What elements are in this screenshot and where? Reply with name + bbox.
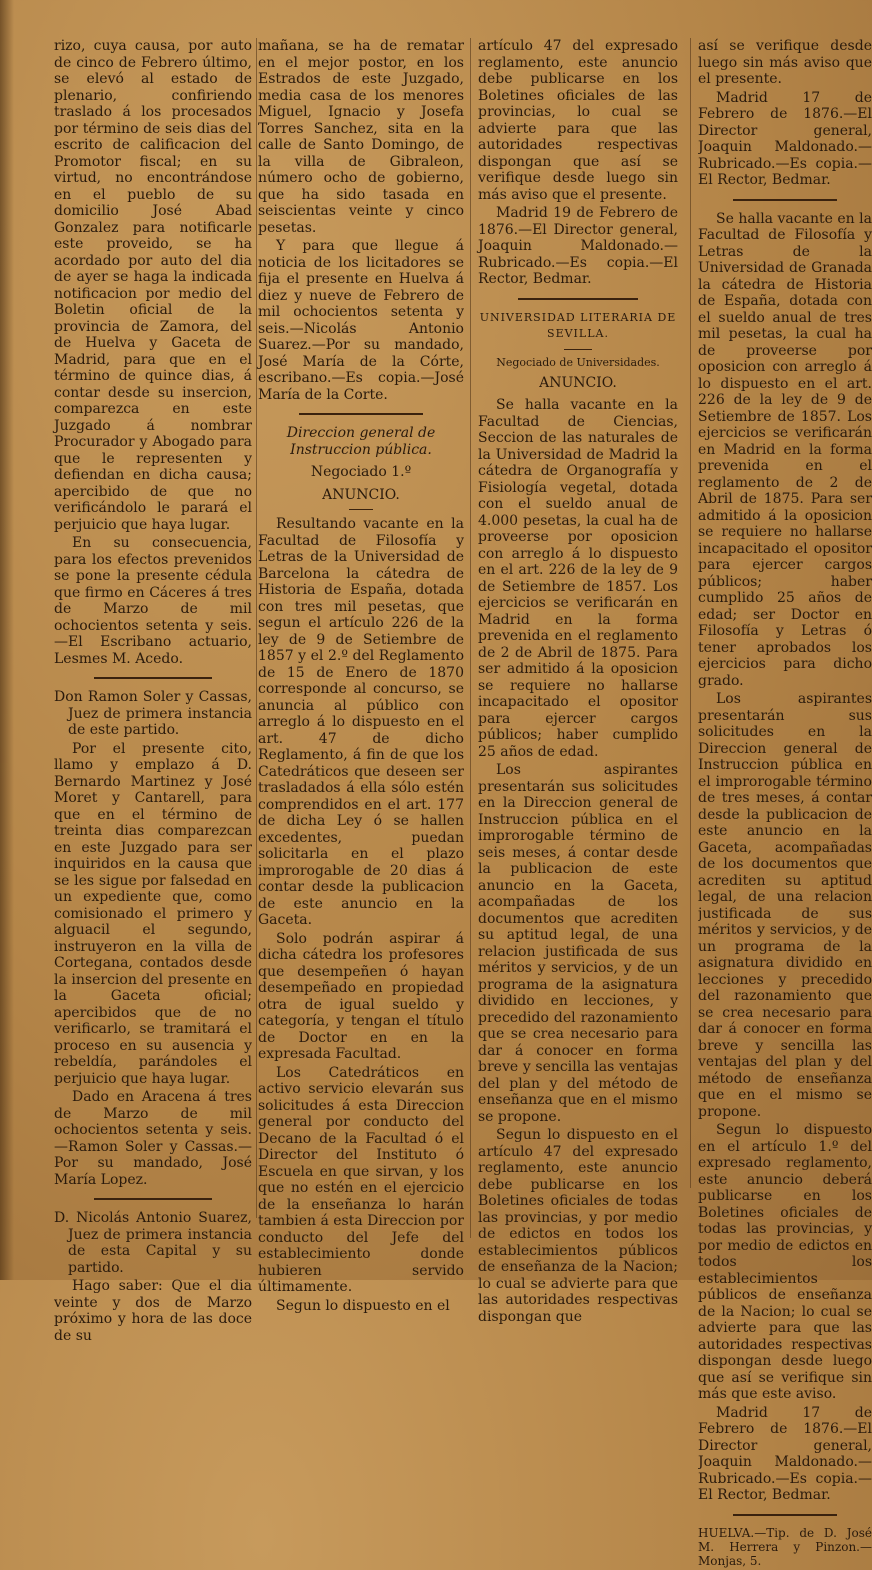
column-3 bbox=[478, 38, 678, 1327]
paragraph: Se halla vacante en la Facultad de Filosofía y Letras de la Universidad de Granada la cátedra de Historia de España, dotada con el sueldo anual de tres mil pesetas, la cual ha de proveerse por oposicion con arreglo á lo dispuesto en el art. 226 de la ley de 9 de Setiembre de 1857. Los ejercicios se verificarán en Madrid en la forma prevenida en el reglamento de 2 de Abril de 1875. Para ser admitido á la oposicion se requiere no hallarse incapacitado el opositor para ejercer cargos públicos; haber cumplido 25 años de edad; ser Doctor en Filosofía y Letras ó tener aprobados los ejercicios para dicho grado. bbox=[698, 210, 872, 689]
column-4 bbox=[698, 38, 872, 1570]
paragraph: mañana, se ha de rematar en el mejor postor, en los Estrados de este Juzgado, media casa de los menores Miguel, Ignacio y Josefa Torres Sanchez, sita en la calle de Santo Domingo, de la villa de Gibraleon, número ocho de gobierno, que ha sido tasada en seiscientas veinte y cinco pesetas. bbox=[258, 38, 464, 236]
printer-imprint: HUELVA.—Tip. de D. José M. Herrera y Pinzon.—Monjas, 5. bbox=[698, 1525, 872, 1568]
notice-title: ANUNCIO. bbox=[539, 374, 617, 391]
column-rule bbox=[690, 38, 691, 1188]
paragraph: Madrid 17 de Febrero de 1876.—El Director general, Joaquin Maldonado.—Rubricado.—Es copia.—El Rector, Bedmar. bbox=[698, 89, 872, 188]
section-heading: Direccion general de Instruccion pública. bbox=[286, 425, 436, 458]
paragraph: Los Catedráticos en activo servicio elevarán sus solicitudes á esta Direccion general por conducto del Decano de la Facultad ó el Director del Instituto ó Escuela en que sirvan, y los que no estén en el ejercicio de la enseñanza lo harán tambien á esta Direccion por conducto del Jefe del establecimiento donde hubieren servido últimamente. bbox=[258, 1064, 464, 1295]
paragraph: artículo 47 del expresado reglamento, este anuncio debe publicarse en los Boletines oficiales de las provincias, lo cual se advierte para que las autoridades respectivas dispongan que así se verifique desde luego sin más aviso que el presente. bbox=[478, 38, 678, 203]
section-divider bbox=[733, 1514, 837, 1516]
section-divider bbox=[564, 349, 592, 350]
section-divider bbox=[733, 199, 837, 201]
paragraph: Hago saber: Que el dia veinte y dos de Marzo próximo y hora de las doce de su bbox=[54, 1278, 252, 1344]
paragraph: Segun lo dispuesto en el bbox=[276, 1297, 450, 1314]
paragraph: Segun lo dispuesto en el artículo 1.º del expresado reglamento, este anuncio deberá publicarse en los Boletines oficiales de todas las provincias, y por medio de edictos en todos los establecimientos públicos de enseñanza de la Nacion; lo cual se advierte para que las autoridades respectivas dispongan desde luego que así se verifique sin más que este aviso. bbox=[698, 1122, 872, 1402]
paragraph: En su consecuencia, para los efectos prevenidos se pone la presente cédula que firmo en Cáceres á tres de Marzo de mil ochocientos setenta y seis. —El Escribano actuario, Lesmes M. Acedo. bbox=[54, 535, 252, 667]
column-rule bbox=[470, 38, 471, 1238]
section-heading: UNIVERSIDAD LITERARIA DE SEVILLA. bbox=[479, 310, 677, 340]
column-rule bbox=[256, 38, 257, 1218]
paragraph: así se verifique desde luego sin más aviso que el presente. bbox=[698, 38, 872, 87]
paragraph: Madrid 19 de Febrero de 1876.—El Director general, Joaquin Maldonado.—Rubricado.—Es copia.—El Rector, Bedmar. bbox=[478, 205, 678, 287]
paragraph: Madrid 17 de Febrero de 1876.—El Director general, Joaquin Maldonado.—Rubricado.—Es copia.—El Rector, Bedmar. bbox=[698, 1404, 872, 1503]
paragraph: Segun lo dispuesto en el artículo 47 del expresado reglamento, este anuncio debe publicarse en los Boletines oficiales de todas las provincias, y por medio de edictos en todos los establecimientos públicos de enseñanza de la Nacion; lo cual se advierte para que las autoridades respectivas dispongan que bbox=[478, 1127, 678, 1325]
section-divider bbox=[94, 677, 213, 679]
paragraph: Dado en Aracena á tres de Marzo de mil ochocientos setenta y seis.—Ramon Soler y Cassas.—Por su mandado, José María Lopez. bbox=[54, 1089, 252, 1188]
paragraph: Los aspirantes presentarán sus solicitudes en la Direccion general de Instruccion pública en el improrogable término de seis meses, á contar desde la publicacion de este anuncio en la Gaceta, acompañadas de los documentos que acrediten su aptitud legal, de una relacion justificada de sus méritos y servicios, y de un programa de la asignatura dividido en lecciones, y precedido del razonamiento que se crea necesario para dar á conocer en forma breve y sencilla las ventajas del plan y del método de enseñanza que en el mismo se propone. bbox=[478, 762, 678, 1125]
heading-notice: Don Ramon Soler y Cassas, Juez de primera instancia de este partido. bbox=[54, 689, 252, 738]
paragraph: Se halla vacante en la Facultad de Ciencias, Seccion de las naturales de la Universidad de Madrid la cátedra de Organografía y Fisiología vegetal, dotada con el sueldo anual de 4.000 pesetas, la cual ha de proveerse por oposicion con arreglo á lo dispuesto en el art. 226 de la ley de 9 de Setiembre de 1857. Los ejercicios se verificarán en Madrid en la forma prevenida en el reglamento de 2 de Abril de 1875. Para ser admitido á la oposicion se requiere no hallarse incapacitado el opositor para ejercer cargos públicos; haber cumplido 25 años de edad. bbox=[478, 397, 678, 760]
column-1 bbox=[54, 38, 252, 1346]
subheading: Negociado 1.º bbox=[310, 464, 412, 480]
paragraph: rizo, cuya causa, por auto de cinco de Febrero último, se elevó al estado de plenario, confiriendo traslado á los procesados por término de seis dias del escrito de calificacion del Promotor fiscal; en su virtud, no encontrándose en el pueblo de su domicilio José Abad Gonzalez para notificarle este proveido, se ha acordado por auto del dia de ayer se haga la indicada notificacion por medio del Boletin oficial de la provincia de Zamora, del de Huelva y Gaceta de Madrid, para que en el término de quince dias, á contar desde su insercion, comparezca en este Juzgado á nombrar Procurador y Abogado para que le representen y defiendan en dicha causa; apercibido de que no verificándolo le parará el perjuicio que haya lugar. bbox=[54, 38, 252, 533]
page-edge-shadow bbox=[0, 0, 14, 1280]
column-2 bbox=[258, 38, 464, 1316]
paragraph: Los aspirantes presentarán sus solicitudes en la Direccion general de Instruccion pública en el improrogable término de tres meses, á contar desde la publicacion de este anuncio en la Gaceta, acompañadas de los documentos que acrediten su aptitud legal, de una relacion justificada de sus méritos y servicios, y de un programa de la asignatura dividido en lecciones y precedido del razonamiento que se crea necesario para dar á conocer en forma breve y sencilla las ventajas del plan y del método de enseñanza que en el mismo se propone. bbox=[698, 691, 872, 1120]
paragraph: Por el presente cito, llamo y emplazo á D. Bernardo Martinez y José Moret y Cantarell, para que en el término de treinta dias comparezcan en este Juzgado para ser inquiridos en la causa que se les sigue por falsedad en un expediente que, como comisionado el primero y alguacil el segundo, instruyeron en la villa de Cortegana, contados desde la insercion del presente en la Gaceta oficial; apercibidos que de no verificarlo, se tramitará el proceso en su ausencia y rebeldía, parándoles el perjuicio que haya lugar. bbox=[54, 740, 252, 1087]
section-divider bbox=[299, 413, 423, 415]
subheading: Negociado de Universidades. bbox=[496, 355, 660, 369]
paragraph: Y para que llegue á noticia de los licitadores se fija el presente en Huelva á diez y nueve de Febrero de mil ochocientos setenta y seis.—Nicolás Antonio Suarez.—Por su mandado, José María de la Córte, escribano.—Es copia.—José María de la Corte. bbox=[258, 238, 464, 403]
section-divider bbox=[349, 509, 374, 510]
paragraph: Solo podrán aspirar á dicha cátedra los profesores que desempeñen ó hayan desempeñado en propiedad otra de igual sueldo y categoría, y tengan el título de Doctor en en la expresada Facultad. bbox=[258, 930, 464, 1062]
section-divider bbox=[518, 298, 638, 300]
notice-title: ANUNCIO. bbox=[322, 486, 400, 503]
heading-notice: D. Nicolás Antonio Suarez, Juez de primera instancia de esta Capital y su partido. bbox=[54, 1210, 252, 1276]
paragraph: Resultando vacante en la Facultad de Filosofía y Letras de la Universidad de Barcelona la cátedra de Historia de España, dotada con tres mil pesetas, que segun el artículo 226 de la ley de 9 de Setiembre de 1857 y el 2.º del Reglamento de 15 de Enero de 1870 corresponde al concurso, se anuncia al público con arreglo á lo dispuesto en el art. 47 de dicho Reglamento, á fin de que los Catedráticos que deseen ser trasladados á ella sólo estén comprendidos en el art. 177 de dicha Ley ó se hallen excedentes, puedan solicitarla en el plazo improrogable de 20 dias á contar desde la publicacion de este anuncio en la Gaceta. bbox=[258, 516, 464, 928]
section-divider bbox=[94, 1198, 213, 1200]
